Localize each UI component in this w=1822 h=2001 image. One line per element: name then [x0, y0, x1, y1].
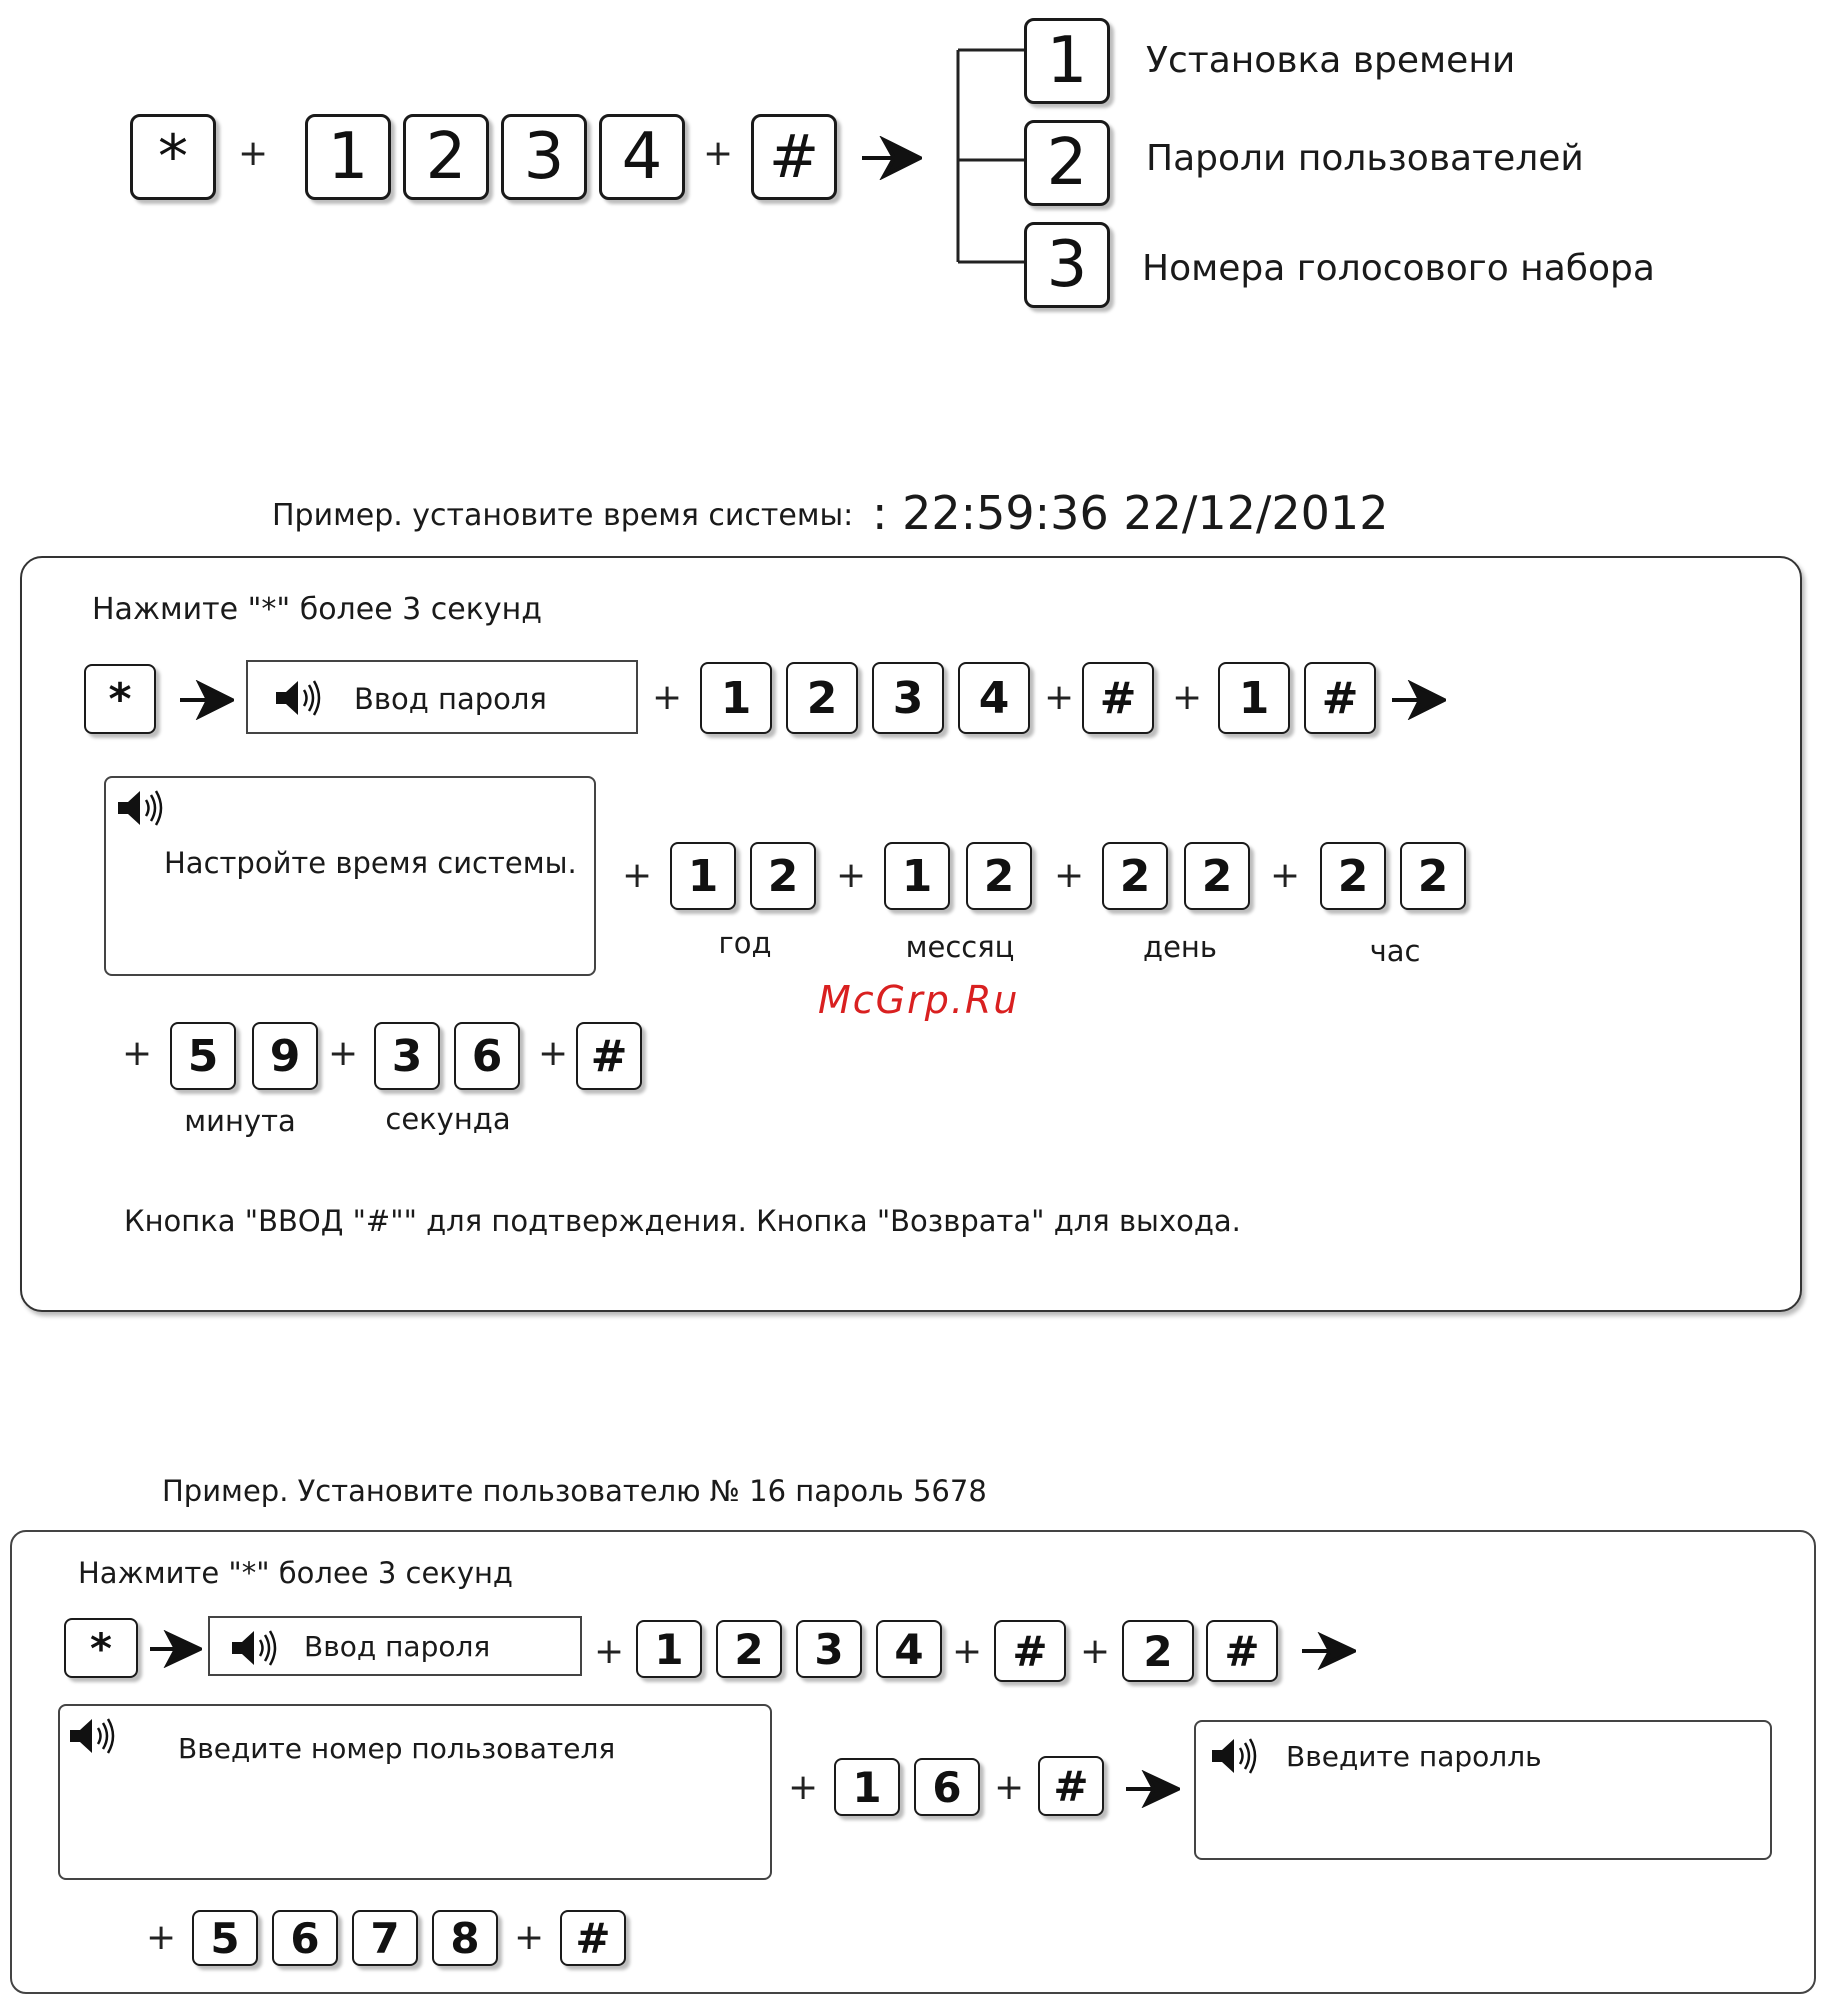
speaker-icon — [116, 788, 166, 828]
speaker-icon — [274, 678, 324, 718]
menu-option-label-2: Пароли пользователей — [1146, 138, 1584, 179]
key-3[interactable]: 3 — [872, 662, 944, 734]
example1-title: Пример. установите время системы: — [272, 498, 854, 533]
key-2[interactable]: 2 — [1122, 1620, 1194, 1682]
plus-sign: + — [652, 677, 683, 718]
plus-sign: + — [122, 1033, 153, 1074]
key-hash[interactable]: # — [994, 1620, 1066, 1682]
menu-option-label-1: Установка времени — [1146, 40, 1516, 81]
key-3[interactable]: 3 — [796, 1620, 862, 1678]
plus-sign: + — [1054, 855, 1085, 896]
key-5[interactable]: 5 — [192, 1910, 258, 1966]
branch-connector — [950, 40, 1030, 280]
key-5[interactable]: 5 — [170, 1022, 236, 1090]
plus-sign: + — [594, 1631, 625, 1672]
plus-sign: + — [994, 1767, 1025, 1808]
key-4[interactable]: 4 — [876, 1620, 942, 1678]
example2-title: Пример. Установите пользователю № 16 пароль 5678 — [162, 1474, 987, 1508]
key-2[interactable]: 2 — [786, 662, 858, 734]
arrow-right-icon — [860, 136, 922, 180]
voice-prompt-enter-new-password — [1194, 1720, 1772, 1860]
key-3[interactable]: 3 — [374, 1022, 440, 1090]
key-6[interactable]: 6 — [272, 1910, 338, 1966]
key-hash[interactable]: # — [1206, 1620, 1278, 1682]
key-star[interactable]: * — [64, 1618, 138, 1678]
voice-prompt-text: Ввод пароля — [304, 1630, 491, 1663]
key-hash[interactable]: # — [576, 1022, 642, 1090]
key-1[interactable]: 1 — [884, 842, 950, 910]
key-1[interactable]: 1 — [670, 842, 736, 910]
key-2[interactable]: 2 — [1102, 842, 1168, 910]
key-2[interactable]: 2 — [716, 1620, 782, 1678]
speaker-icon — [230, 1628, 280, 1668]
voice-prompt-enter-password — [208, 1616, 582, 1676]
second-label: секунда — [385, 1102, 511, 1136]
key-1[interactable]: 1 — [305, 114, 391, 200]
plus-sign: + — [538, 1033, 569, 1074]
voice-prompt-text: Настройте время системы. — [164, 846, 577, 880]
press-star-instruction: Нажмите "*" более 3 секунд — [92, 592, 542, 627]
key-2[interactable]: 2 — [1184, 842, 1250, 910]
key-2[interactable]: 2 — [750, 842, 816, 910]
plus-sign: + — [1270, 855, 1301, 896]
arrow-right-icon — [1124, 1770, 1180, 1808]
voice-prompt-set-time — [104, 776, 596, 976]
voice-prompt-user-number — [58, 1704, 772, 1880]
key-2[interactable]: 2 — [1320, 842, 1386, 910]
plus-sign: + — [514, 1917, 545, 1958]
voice-prompt-text: Ввод пароля — [354, 682, 547, 716]
voice-prompt-text: Введите номер пользователя — [178, 1732, 616, 1765]
key-4[interactable]: 4 — [599, 114, 685, 200]
menu-option-label-3: Номера голосового набора — [1142, 248, 1655, 289]
example1-time-value: : 22:59:36 22/12/2012 — [872, 486, 1389, 540]
year-label: год — [718, 926, 772, 960]
key-3[interactable]: 3 — [501, 114, 587, 200]
plus-sign: + — [1044, 677, 1075, 718]
key-2[interactable]: 2 — [1400, 842, 1466, 910]
speaker-icon — [1210, 1736, 1260, 1776]
voice-prompt-enter-password — [246, 660, 638, 734]
key-hash[interactable]: # — [1082, 662, 1154, 734]
hour-label: час — [1369, 934, 1421, 968]
key-6[interactable]: 6 — [454, 1022, 520, 1090]
key-hash[interactable]: # — [1038, 1756, 1104, 1816]
key-star[interactable]: * — [130, 114, 216, 200]
key-hash[interactable]: # — [751, 114, 837, 200]
voice-prompt-text: Введите паролль — [1286, 1740, 1542, 1773]
arrow-right-icon — [178, 680, 234, 720]
key-2[interactable]: 2 — [966, 842, 1032, 910]
plus-sign: + — [146, 1917, 177, 1958]
press-star-instruction: Нажмите "*" более 3 секунд — [78, 1556, 513, 1590]
key-8[interactable]: 8 — [432, 1910, 498, 1966]
arrow-right-icon — [1300, 1632, 1356, 1670]
key-1[interactable]: 1 — [636, 1620, 702, 1678]
plus-sign: + — [836, 855, 867, 896]
key-hash[interactable]: # — [1304, 662, 1376, 734]
minute-label: минута — [184, 1104, 296, 1138]
key-4[interactable]: 4 — [958, 662, 1030, 734]
speaker-icon — [68, 1716, 118, 1756]
plus-sign: + — [1080, 1631, 1111, 1672]
plus-sign: + — [788, 1767, 819, 1808]
plus-sign: + — [238, 133, 269, 174]
arrow-right-icon — [148, 1630, 202, 1668]
menu-option-key-3[interactable]: 3 — [1024, 222, 1110, 308]
key-9[interactable]: 9 — [252, 1022, 318, 1090]
menu-option-key-2[interactable]: 2 — [1024, 120, 1110, 206]
watermark: McGrp.Ru — [818, 978, 1020, 1022]
key-6[interactable]: 6 — [914, 1758, 980, 1816]
key-1[interactable]: 1 — [700, 662, 772, 734]
key-1[interactable]: 1 — [834, 1758, 900, 1816]
plus-sign: + — [703, 133, 734, 174]
plus-sign: + — [328, 1033, 359, 1074]
plus-sign: + — [952, 1631, 983, 1672]
arrow-right-icon — [1390, 680, 1446, 720]
day-label: день — [1143, 930, 1217, 964]
key-star[interactable]: * — [84, 664, 156, 734]
plus-sign: + — [1172, 677, 1203, 718]
plus-sign: + — [622, 855, 653, 896]
example1-footer: Кнопка "ВВОД "#"" для подтверждения. Кнопка "Возврата" для выхода. — [124, 1204, 1241, 1238]
key-hash[interactable]: # — [560, 1910, 626, 1966]
key-7[interactable]: 7 — [352, 1910, 418, 1966]
key-2[interactable]: 2 — [403, 114, 489, 200]
month-label: месcяц — [905, 930, 1015, 964]
key-1[interactable]: 1 — [1218, 662, 1290, 734]
menu-option-key-1[interactable]: 1 — [1024, 18, 1110, 104]
